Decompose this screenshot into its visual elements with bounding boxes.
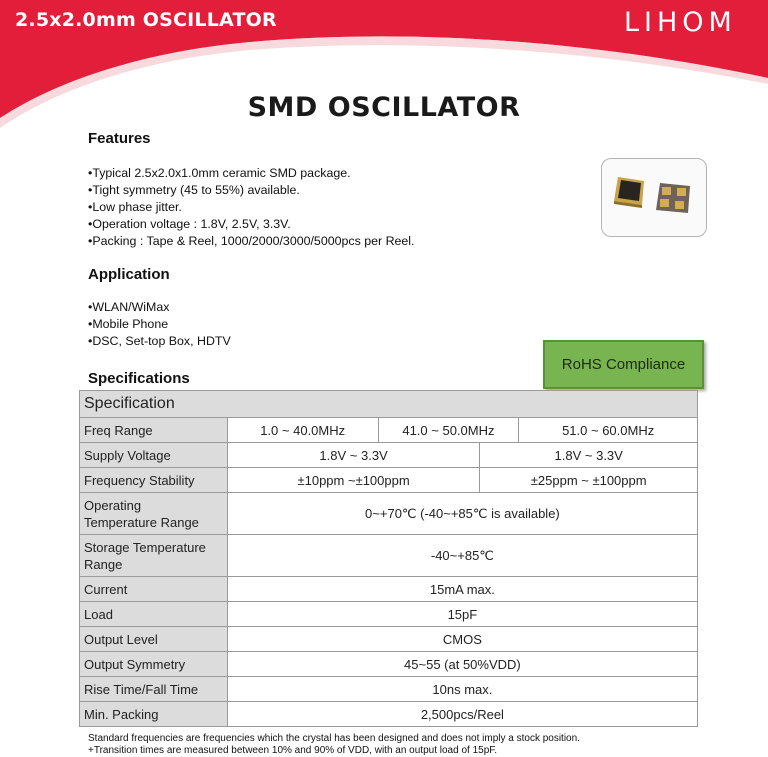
- table-row: [80, 468, 698, 493]
- table-row: [80, 577, 698, 602]
- brand-logo: LIHOM: [624, 7, 737, 38]
- footnote: +Transition times are measured between 10% and 90% of VDD, with an output load of 15pF.: [88, 744, 498, 756]
- product-image: [601, 158, 707, 237]
- table-row: [80, 677, 698, 702]
- list-item: •Mobile Phone: [88, 317, 169, 331]
- row-label: [80, 535, 228, 577]
- cell-value: 15pF: [227, 602, 697, 627]
- row-label: Supply Voltage: [80, 443, 228, 468]
- table-row: [80, 493, 698, 535]
- list-item: •Operation voltage : 1.8V, 2.5V, 3.3V.: [88, 217, 291, 231]
- cell-value: 0~+70℃ (-40~+85℃ is available): [227, 493, 697, 535]
- specifications-heading: Specifications: [88, 370, 190, 387]
- cell-value: 45~55 (at 50%VDD): [227, 652, 697, 677]
- list-item: •Low phase jitter.: [88, 200, 182, 214]
- table-row: [80, 602, 698, 627]
- cell-value: 51.0 ~ 60.0MHz: [519, 418, 698, 443]
- table-header-row: [80, 391, 698, 418]
- row-label: Output Level: [80, 627, 228, 652]
- cell-value: -40~+85℃: [227, 535, 697, 577]
- spec-table: [79, 390, 698, 727]
- row-label: Min. Packing: [80, 702, 228, 727]
- row-label: Freq Range: [80, 418, 228, 443]
- footnotes: [88, 733, 580, 756]
- features-list: [88, 165, 415, 250]
- list-item: •Tight symmetry (45 to 55%) available.: [88, 183, 300, 197]
- cell-value: 1.0 ~ 40.0MHz: [227, 418, 378, 443]
- table-row: [80, 702, 698, 727]
- list-item: •WLAN/WiMax: [88, 300, 170, 314]
- table-row: [80, 652, 698, 677]
- application-list: [88, 299, 231, 350]
- cell-value: 10ns max.: [227, 677, 697, 702]
- application-heading: Application: [88, 266, 170, 283]
- list-item: •DSC, Set-top Box, HDTV: [88, 334, 231, 348]
- row-label: Rise Time/Fall Time: [80, 677, 228, 702]
- row-label: Current: [80, 577, 228, 602]
- row-label-line: Operating: [84, 497, 142, 513]
- row-label: [80, 493, 228, 535]
- row-label-line: Storage Temperature: [84, 539, 206, 555]
- banner-title: 2.5x2.0mm OSCILLATOR: [15, 9, 277, 31]
- oscillator-chip-icon: [602, 159, 706, 236]
- list-item: •Typical 2.5x2.0x1.0mm ceramic SMD package.: [88, 166, 351, 180]
- cell-value: 2,500pcs/Reel: [227, 702, 697, 727]
- table-row: [80, 443, 698, 468]
- list-item: •Packing : Tape & Reel, 1000/2000/3000/5000pcs per Reel.: [88, 234, 415, 248]
- cell-value: ±10ppm ~±100ppm: [227, 468, 480, 493]
- cell-value: 15mA max.: [227, 577, 697, 602]
- row-label: Frequency Stability: [80, 468, 228, 493]
- row-label-line: Range: [84, 556, 123, 572]
- cell-value: 1.8V ~ 3.3V: [227, 443, 480, 468]
- table-row: [80, 418, 698, 443]
- features-heading: Features: [88, 130, 151, 147]
- row-label: Load: [80, 602, 228, 627]
- cell-value: ±25ppm ~ ±100ppm: [480, 468, 698, 493]
- table-title: Specification: [80, 391, 698, 418]
- row-label-line: Temperature Range: [84, 514, 199, 530]
- cell-value: 41.0 ~ 50.0MHz: [378, 418, 519, 443]
- page-title: SMD OSCILLATOR: [247, 92, 521, 123]
- row-label: Output Symmetry: [80, 652, 228, 677]
- table-row: [80, 627, 698, 652]
- table-row: [80, 535, 698, 577]
- cell-value: 1.8V ~ 3.3V: [480, 443, 698, 468]
- cell-value: CMOS: [227, 627, 697, 652]
- rohs-badge: RoHS Compliance: [543, 340, 704, 389]
- footnote: Standard frequencies are frequencies which the crystal has been designed and does not imply a stock position.: [88, 733, 580, 744]
